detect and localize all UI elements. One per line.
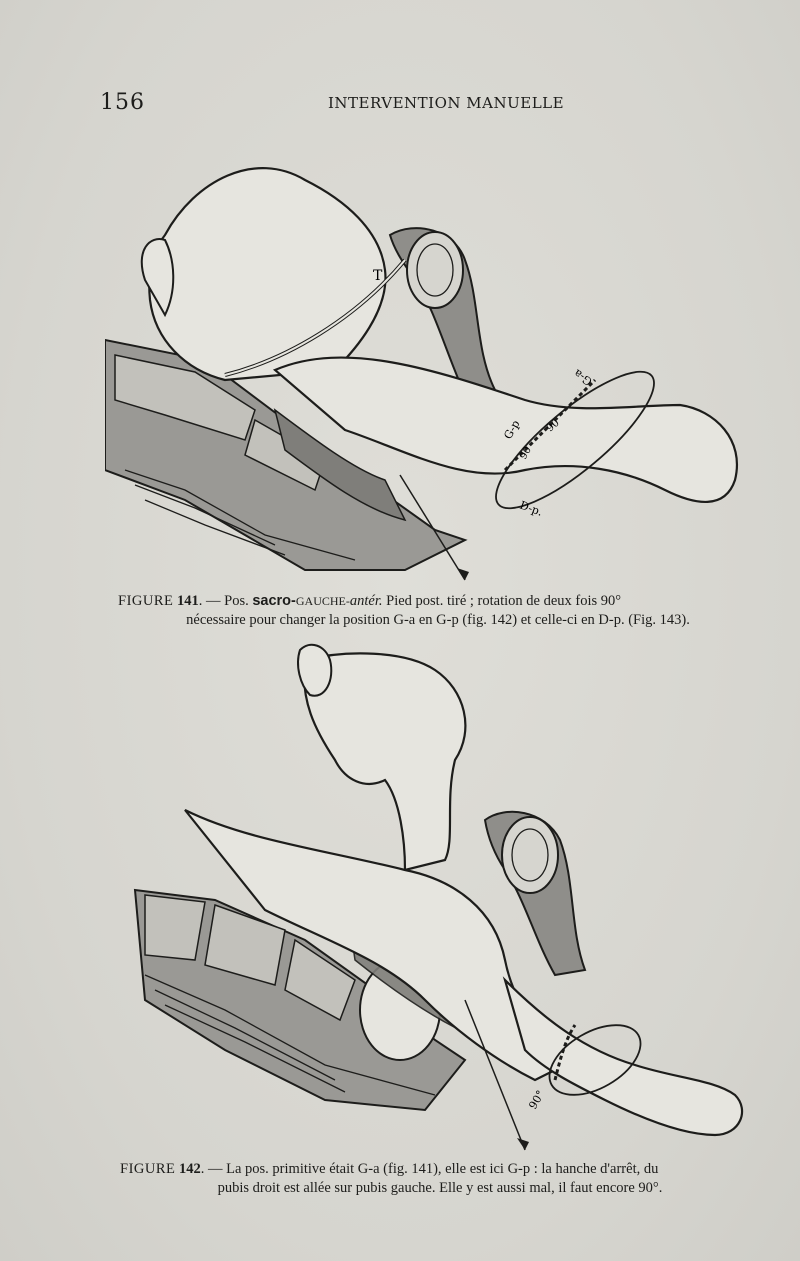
figure-142-drawing	[105, 640, 765, 1160]
label-G-a: G-a	[571, 366, 595, 389]
vertebra-shading	[145, 895, 205, 960]
figure-142-illustration	[105, 640, 765, 1160]
caption-line2: nécessaire pour changer la position G-a en G-p (fig. 142) et celle-ci en D-p. (Fig. 143).	[186, 612, 690, 628]
caption-dash: . —	[198, 593, 221, 609]
caption-italic: antér.	[349, 593, 383, 609]
baby-body	[149, 168, 385, 380]
label-T: T	[373, 268, 383, 284]
caption-smallcaps: GAUCHE-	[295, 594, 350, 608]
caption-label: FIGURE	[120, 1161, 176, 1177]
baby-leg	[505, 980, 742, 1135]
page-header	[100, 90, 740, 120]
figure-142-caption	[120, 1160, 760, 1198]
label-D-p: D-p.	[517, 498, 545, 519]
page-number: 156	[100, 90, 145, 115]
caption-rest: . — La pos. primitive était G-a (fig. 141), elle est ici G-p : la hanche d'arrêt, du	[200, 1161, 659, 1177]
figure-141-illustration	[105, 140, 765, 590]
caption-number: 141	[177, 593, 199, 609]
caption-label: FIGURE	[118, 593, 174, 609]
baby-foot-top	[298, 645, 331, 696]
caption-number: 142	[179, 1161, 201, 1177]
figure-141-drawing	[105, 140, 765, 590]
label-90-a: 90	[544, 417, 562, 435]
caption-line2: pubis droit est allée sur pubis gauche. Elle y est aussi mal, il faut encore 90°.	[217, 1180, 663, 1196]
baby-arm	[142, 239, 174, 315]
caption-rest: Pied post. tiré ; rotation de deux fois 90°	[382, 593, 622, 609]
running-title: INTERVENTION MANUELLE	[328, 94, 565, 112]
figure-141-caption	[118, 592, 758, 630]
label-90-b: 90	[518, 444, 534, 462]
label-G-p: G-p	[501, 417, 523, 442]
label-90deg: 90°	[526, 1088, 548, 1112]
caption-pos: Pos.	[224, 593, 249, 609]
caption-bold: sacro-	[252, 593, 296, 609]
